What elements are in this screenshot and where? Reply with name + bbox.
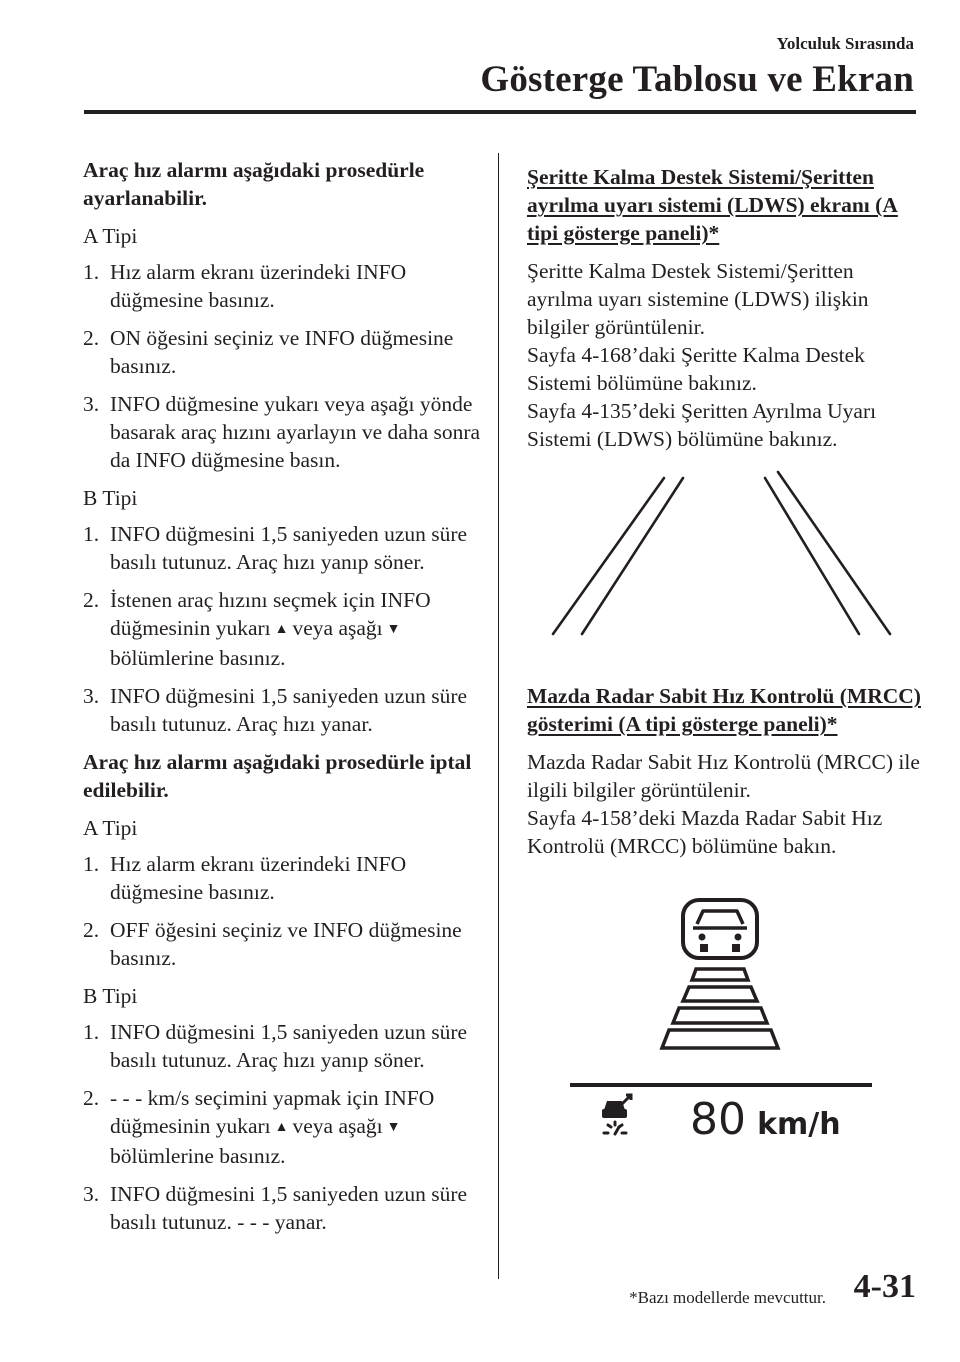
step-number: 2. [83, 1086, 100, 1110]
page-number: 4-31 [853, 1268, 916, 1305]
step-text: INFO düğmesini 1,5 saniyeden uzun süre basılı tutunuz. Araç hızı yanıp söner. [110, 1020, 468, 1072]
mrcc-text-line: Sayfa 4-158’deki Mazda Radar Sabit Hız Kontrolü (MRCC) bölümüne bakın. [527, 806, 883, 858]
list-item [83, 916, 483, 972]
ldws-text-line: Sayfa 4-168’daki Şeritte Kalma Destek Sistemi bölümüne bakınız. [527, 343, 865, 395]
step-text: INFO düğmesine yukarı veya aşağı yönde basarak araç hızını ayarlayın ve daha sonra da INFO düğmesine basın. [110, 392, 481, 472]
cancel-type-a-label: A Tipi [83, 816, 138, 840]
ldws-heading: Şeritte Kalma Destek Sistemi/Şeritten ayrılma uyarı sistemi (LDWS) ekranı (A tipi gösterge paneli)* [527, 165, 898, 245]
step-number: 2. [83, 326, 100, 350]
intro-setup: Araç hız alarmı aşağıdaki prosedürle ayarlanabilir. [83, 158, 425, 210]
list-item [83, 520, 483, 576]
ldws-lane-lines-illustration [540, 470, 910, 640]
mrcc-text-line: Mazda Radar Sabit Hız Kontrolü (MRCC) ile ilgili bilgiler görüntülenir. [527, 750, 920, 802]
step-number: 1. [83, 522, 100, 546]
ldws-text-line: Sayfa 4-135’deki Şeritten Ayrılma Uyarı Sistemi (LDWS) bölümüne bakınız. [527, 399, 877, 451]
left-lane-line-inner [582, 478, 683, 634]
arrow-down-icon: ▼ [386, 1120, 401, 1135]
step-text: ON öğesini seçiniz ve INFO düğmesine basınız. [110, 326, 454, 378]
step-number: 2. [83, 918, 100, 942]
step-text: İstenen araç hızını seçmek için INFO düğmesinin yukarı [110, 588, 431, 640]
list-item [83, 258, 483, 314]
step-number: 1. [83, 260, 100, 284]
step-text: bölümlerine basınız. [110, 1144, 286, 1168]
mrcc-vehicle-distance-illustration [560, 890, 880, 1060]
step-text: bölümlerine basınız. [110, 646, 286, 670]
step-text: INFO düğmesini 1,5 saniyeden uzun süre basılı tutunuz. Araç hızı yanıp söner. [110, 522, 468, 574]
speed-readout [690, 1094, 841, 1145]
list-item [83, 850, 483, 906]
distance-bars [662, 969, 778, 1048]
setup-type-b-label: B Tipi [83, 486, 138, 510]
footnote: *Bazı modellerde mevcuttur. [629, 1288, 826, 1307]
section-title: Yolculuk Sırasında [776, 34, 914, 53]
list-item [83, 682, 483, 738]
list-item [83, 586, 483, 672]
step-text: INFO düğmesini 1,5 saniyeden uzun süre basılı tutunuz. Araç hızı yanar. [110, 684, 468, 736]
step-number: 1. [83, 852, 100, 876]
right-column [527, 163, 922, 453]
header-rule [84, 110, 916, 114]
arrow-up-icon: ▲ [274, 1120, 289, 1135]
list-item [83, 1180, 483, 1236]
step-text: veya aşağı [292, 616, 383, 640]
step-text: - - - km/s seçimini yapmak için INFO düğmesinin yukarı [110, 1086, 435, 1138]
right-lane-line-outer [778, 472, 890, 634]
mrcc-speedometer-icon [602, 1095, 631, 1134]
ldws-text-line: Şeritte Kalma Destek Sistemi/Şeritten ayrılma uyarı sistemine (LDWS) ilişkin bilgiler görüntülenir. [527, 259, 869, 339]
step-text: Hız alarm ekranı üzerindeki INFO düğmesine basınız. [110, 260, 407, 312]
step-text: OFF öğesini seçiniz ve INFO düğmesine basınız. [110, 918, 462, 970]
set-speed-value: 80 [690, 1094, 746, 1145]
step-number: 3. [83, 1182, 100, 1206]
list-item [83, 390, 483, 474]
mrcc-section [527, 682, 922, 860]
column-divider [498, 153, 499, 1279]
step-number: 3. [83, 684, 100, 708]
step-number: 2. [83, 588, 100, 612]
step-text: Hız alarm ekranı üzerindeki INFO düğmesine basınız. [110, 852, 407, 904]
left-column [83, 156, 483, 1246]
arrow-up-icon: ▲ [274, 622, 289, 637]
list-item [83, 1018, 483, 1074]
left-lane-line-outer [553, 478, 664, 634]
cancel-type-b-label: B Tipi [83, 984, 138, 1008]
step-text: veya aşağı [292, 1114, 383, 1138]
step-number: 1. [83, 1020, 100, 1044]
step-number: 3. [83, 392, 100, 416]
intro-cancel: Araç hız alarmı aşağıdaki prosedürle iptal edilebilir. [83, 750, 472, 802]
list-item [83, 1084, 483, 1170]
set-speed-unit: km/h [757, 1107, 841, 1142]
mrcc-heading: Mazda Radar Sabit Hız Kontrolü (MRCC) gösterimi (A tipi gösterge paneli)* [527, 684, 921, 736]
list-item [83, 324, 483, 380]
vehicle-ahead-icon [683, 900, 757, 958]
page-title: Gösterge Tablosu ve Ekran [480, 59, 914, 100]
right-lane-line-inner [765, 478, 859, 634]
arrow-down-icon: ▼ [386, 622, 401, 637]
setup-type-a-label: A Tipi [83, 224, 138, 248]
step-text: INFO düğmesini 1,5 saniyeden uzun süre basılı tutunuz. - - - yanar. [110, 1182, 468, 1234]
